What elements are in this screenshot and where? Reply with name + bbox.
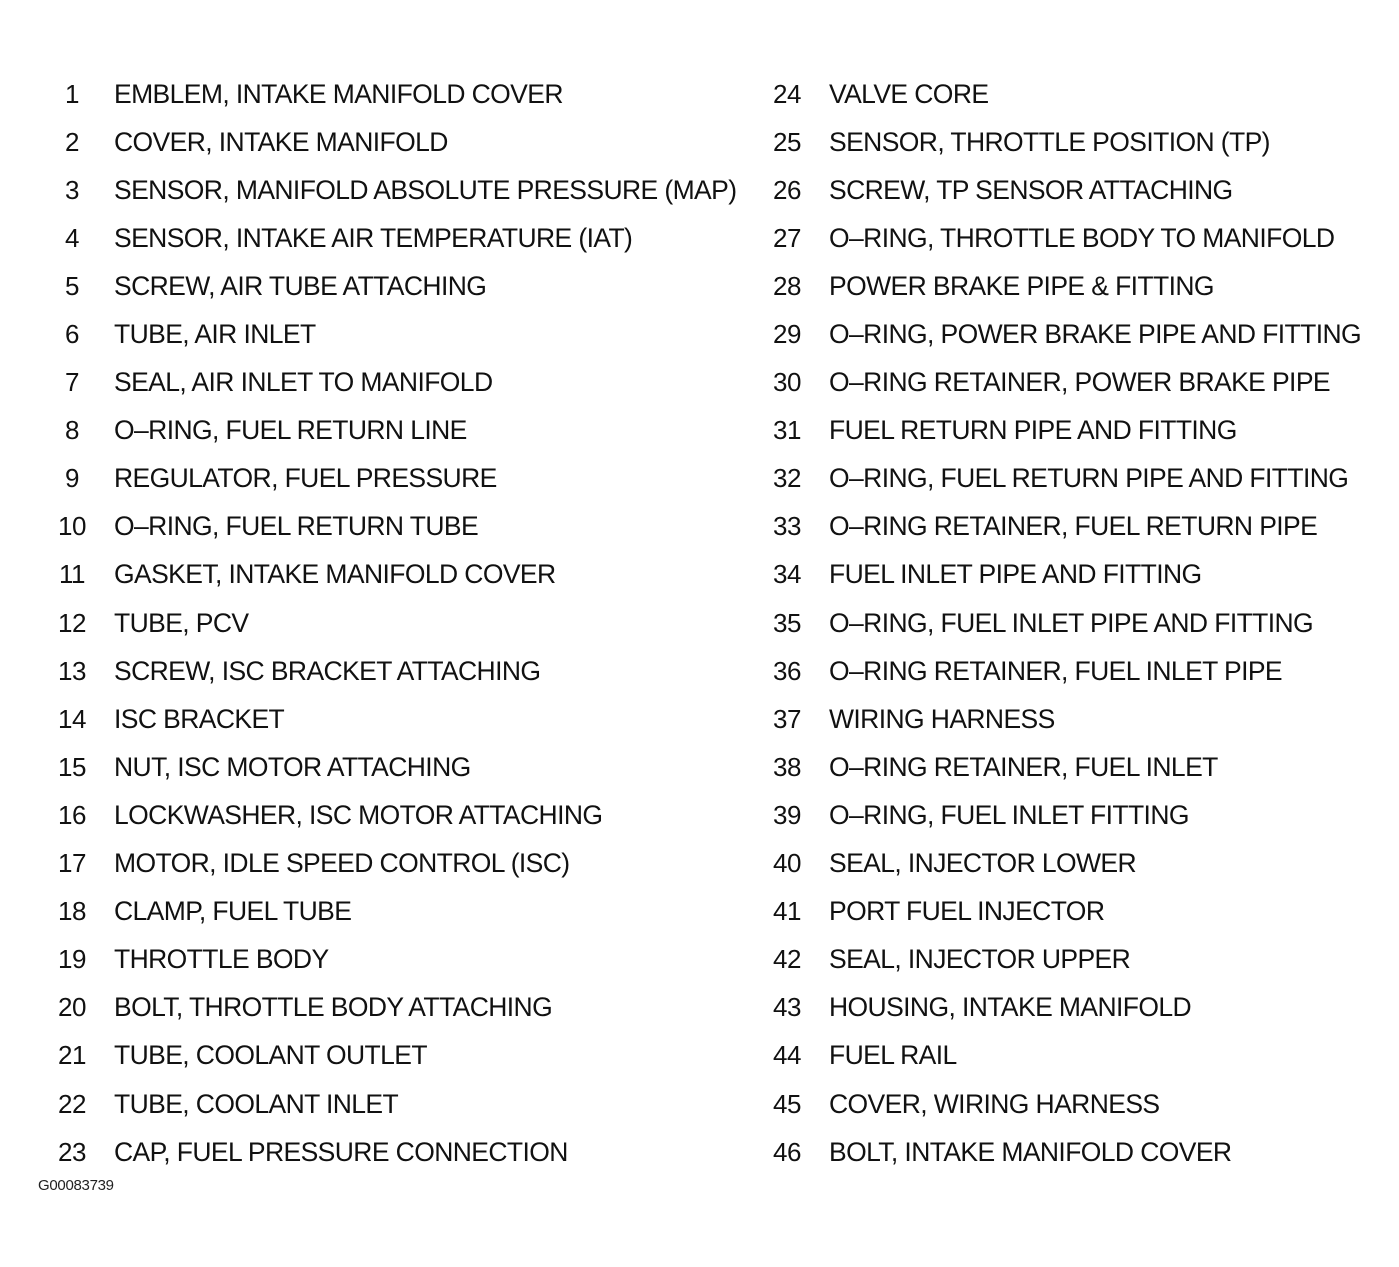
part-description: SCREW, AIR TUBE ATTACHING	[114, 270, 487, 301]
part-number: 15	[58, 751, 86, 782]
part-description: NUT, ISC MOTOR ATTACHING	[114, 751, 471, 782]
part-number: 25	[773, 126, 801, 157]
legend-row	[745, 503, 1385, 551]
part-number: 28	[773, 270, 801, 301]
part-description: SEAL, INJECTOR UPPER	[829, 944, 1131, 975]
legend-row	[30, 1032, 750, 1080]
part-number: 43	[773, 992, 801, 1023]
part-number: 22	[58, 1088, 86, 1119]
part-description: WIRING HARNESS	[829, 703, 1055, 734]
part-description: CAP, FUEL PRESSURE CONNECTION	[114, 1136, 568, 1167]
part-description: SCREW, ISC BRACKET ATTACHING	[114, 655, 541, 686]
part-number: 31	[773, 415, 801, 446]
part-number: 24	[773, 78, 801, 109]
legend-row	[30, 70, 750, 118]
part-description: O–RING RETAINER, FUEL INLET	[829, 751, 1218, 782]
part-number: 21	[58, 1040, 86, 1071]
part-number: 4	[65, 222, 79, 253]
legend-row	[30, 743, 750, 791]
part-description: BOLT, THROTTLE BODY ATTACHING	[114, 992, 553, 1023]
legend-row	[745, 936, 1385, 984]
part-description: FUEL INLET PIPE AND FITTING	[829, 559, 1202, 590]
legend-row	[745, 1080, 1385, 1128]
legend-row	[30, 888, 750, 936]
part-description: SEAL, INJECTOR LOWER	[829, 848, 1137, 879]
legend-row	[745, 840, 1385, 888]
part-number: 17	[58, 848, 86, 879]
part-number: 6	[65, 319, 79, 350]
part-description: REGULATOR, FUEL PRESSURE	[114, 463, 497, 494]
legend-row	[30, 599, 750, 647]
legend-row	[745, 1032, 1385, 1080]
part-description: MOTOR, IDLE SPEED CONTROL (ISC)	[114, 848, 570, 879]
part-number: 44	[773, 1040, 801, 1071]
legend-row	[30, 984, 750, 1032]
part-number: 9	[65, 463, 79, 494]
legend-row	[745, 262, 1385, 310]
legend-row	[30, 551, 750, 599]
figure-id: G00083739	[38, 1177, 114, 1194]
part-number: 33	[773, 511, 801, 542]
part-description: O–RING, FUEL RETURN PIPE AND FITTING	[829, 463, 1349, 494]
part-number: 34	[773, 559, 801, 590]
legend-row	[30, 118, 750, 166]
part-description: O–RING, POWER BRAKE PIPE AND FITTING	[829, 319, 1362, 350]
legend-row	[745, 551, 1385, 599]
legend-row	[30, 214, 750, 262]
legend-row	[745, 1128, 1385, 1176]
part-description: O–RING, FUEL INLET PIPE AND FITTING	[829, 607, 1314, 638]
part-description: COVER, INTAKE MANIFOLD	[114, 126, 448, 157]
part-description: CLAMP, FUEL TUBE	[114, 896, 352, 927]
legend-row	[30, 262, 750, 310]
legend-row	[745, 791, 1385, 839]
part-description: SEAL, AIR INLET TO MANIFOLD	[114, 367, 493, 398]
part-description: O–RING RETAINER, FUEL INLET PIPE	[829, 655, 1282, 686]
part-description: SENSOR, MANIFOLD ABSOLUTE PRESSURE (MAP)	[114, 174, 737, 205]
part-description: TUBE, PCV	[114, 607, 249, 638]
legend-row	[745, 888, 1385, 936]
part-number: 20	[58, 992, 86, 1023]
part-description: GASKET, INTAKE MANIFOLD COVER	[114, 559, 556, 590]
part-number: 45	[773, 1088, 801, 1119]
part-description: ISC BRACKET	[114, 703, 285, 734]
part-number: 19	[58, 944, 86, 975]
part-number: 11	[59, 559, 85, 590]
legend-row	[30, 455, 750, 503]
part-number: 1	[65, 78, 79, 109]
part-description: FUEL RETURN PIPE AND FITTING	[829, 415, 1237, 446]
part-number: 40	[773, 848, 801, 879]
part-number: 46	[773, 1136, 801, 1167]
legend-column-left	[30, 70, 750, 1176]
part-description: TUBE, AIR INLET	[114, 319, 316, 350]
legend-row	[745, 214, 1385, 262]
legend-row	[30, 1080, 750, 1128]
part-description: O–RING, THROTTLE BODY TO MANIFOLD	[829, 222, 1335, 253]
part-description: LOCKWASHER, ISC MOTOR ATTACHING	[114, 799, 603, 830]
legend-row	[30, 791, 750, 839]
part-description: SENSOR, INTAKE AIR TEMPERATURE (IAT)	[114, 222, 633, 253]
legend-row	[30, 503, 750, 551]
part-description: EMBLEM, INTAKE MANIFOLD COVER	[114, 78, 563, 109]
part-description: THROTTLE BODY	[114, 944, 329, 975]
part-number: 16	[58, 799, 86, 830]
part-description: VALVE CORE	[829, 78, 989, 109]
legend-row	[30, 1128, 750, 1176]
legend-row	[745, 359, 1385, 407]
part-description: TUBE, COOLANT OUTLET	[114, 1040, 427, 1071]
part-description: COVER, WIRING HARNESS	[829, 1088, 1160, 1119]
part-description: POWER BRAKE PIPE & FITTING	[829, 270, 1214, 301]
legend-row	[745, 647, 1385, 695]
part-description: FUEL RAIL	[829, 1040, 957, 1071]
part-number: 41	[773, 896, 801, 927]
part-number: 36	[773, 655, 801, 686]
legend-row	[30, 647, 750, 695]
part-number: 8	[65, 415, 79, 446]
legend-row	[30, 166, 750, 214]
part-number: 5	[65, 270, 79, 301]
part-number: 7	[65, 367, 79, 398]
part-description: O–RING, FUEL RETURN LINE	[114, 415, 467, 446]
part-number: 27	[773, 222, 801, 253]
part-description: O–RING RETAINER, POWER BRAKE PIPE	[829, 367, 1330, 398]
part-number: 42	[773, 944, 801, 975]
legend-row	[745, 599, 1385, 647]
part-description: PORT FUEL INJECTOR	[829, 896, 1105, 927]
legend-row	[745, 118, 1385, 166]
part-description: SCREW, TP SENSOR ATTACHING	[829, 174, 1233, 205]
part-number: 18	[58, 896, 86, 927]
part-description: O–RING RETAINER, FUEL RETURN PIPE	[829, 511, 1318, 542]
part-number: 38	[773, 751, 801, 782]
part-description: O–RING, FUEL RETURN TUBE	[114, 511, 479, 542]
part-number: 10	[58, 511, 86, 542]
part-number: 39	[773, 799, 801, 830]
part-description: TUBE, COOLANT INLET	[114, 1088, 399, 1119]
part-number: 14	[58, 703, 86, 734]
part-description: SENSOR, THROTTLE POSITION (TP)	[829, 126, 1270, 157]
part-number: 26	[773, 174, 801, 205]
part-description: O–RING, FUEL INLET FITTING	[829, 799, 1189, 830]
part-number: 13	[58, 655, 86, 686]
part-number: 29	[773, 319, 801, 350]
legend-row	[30, 936, 750, 984]
legend-row	[30, 359, 750, 407]
part-number: 12	[58, 607, 86, 638]
part-number: 32	[773, 463, 801, 494]
legend-row	[745, 984, 1385, 1032]
legend-row	[745, 455, 1385, 503]
legend-row	[745, 407, 1385, 455]
legend-row	[30, 840, 750, 888]
legend-row	[30, 695, 750, 743]
legend-row	[745, 695, 1385, 743]
legend-row	[30, 310, 750, 358]
legend-row	[745, 310, 1385, 358]
part-number: 23	[58, 1136, 86, 1167]
part-number: 30	[773, 367, 801, 398]
legend-row	[745, 70, 1385, 118]
part-number: 3	[65, 174, 79, 205]
part-description: HOUSING, INTAKE MANIFOLD	[829, 992, 1192, 1023]
legend-row	[745, 166, 1385, 214]
part-description: BOLT, INTAKE MANIFOLD COVER	[829, 1136, 1232, 1167]
legend-row	[30, 407, 750, 455]
legend-row	[745, 743, 1385, 791]
part-number: 37	[773, 703, 801, 734]
legend-column-right	[745, 70, 1385, 1176]
part-number: 2	[65, 126, 79, 157]
part-number: 35	[773, 607, 801, 638]
